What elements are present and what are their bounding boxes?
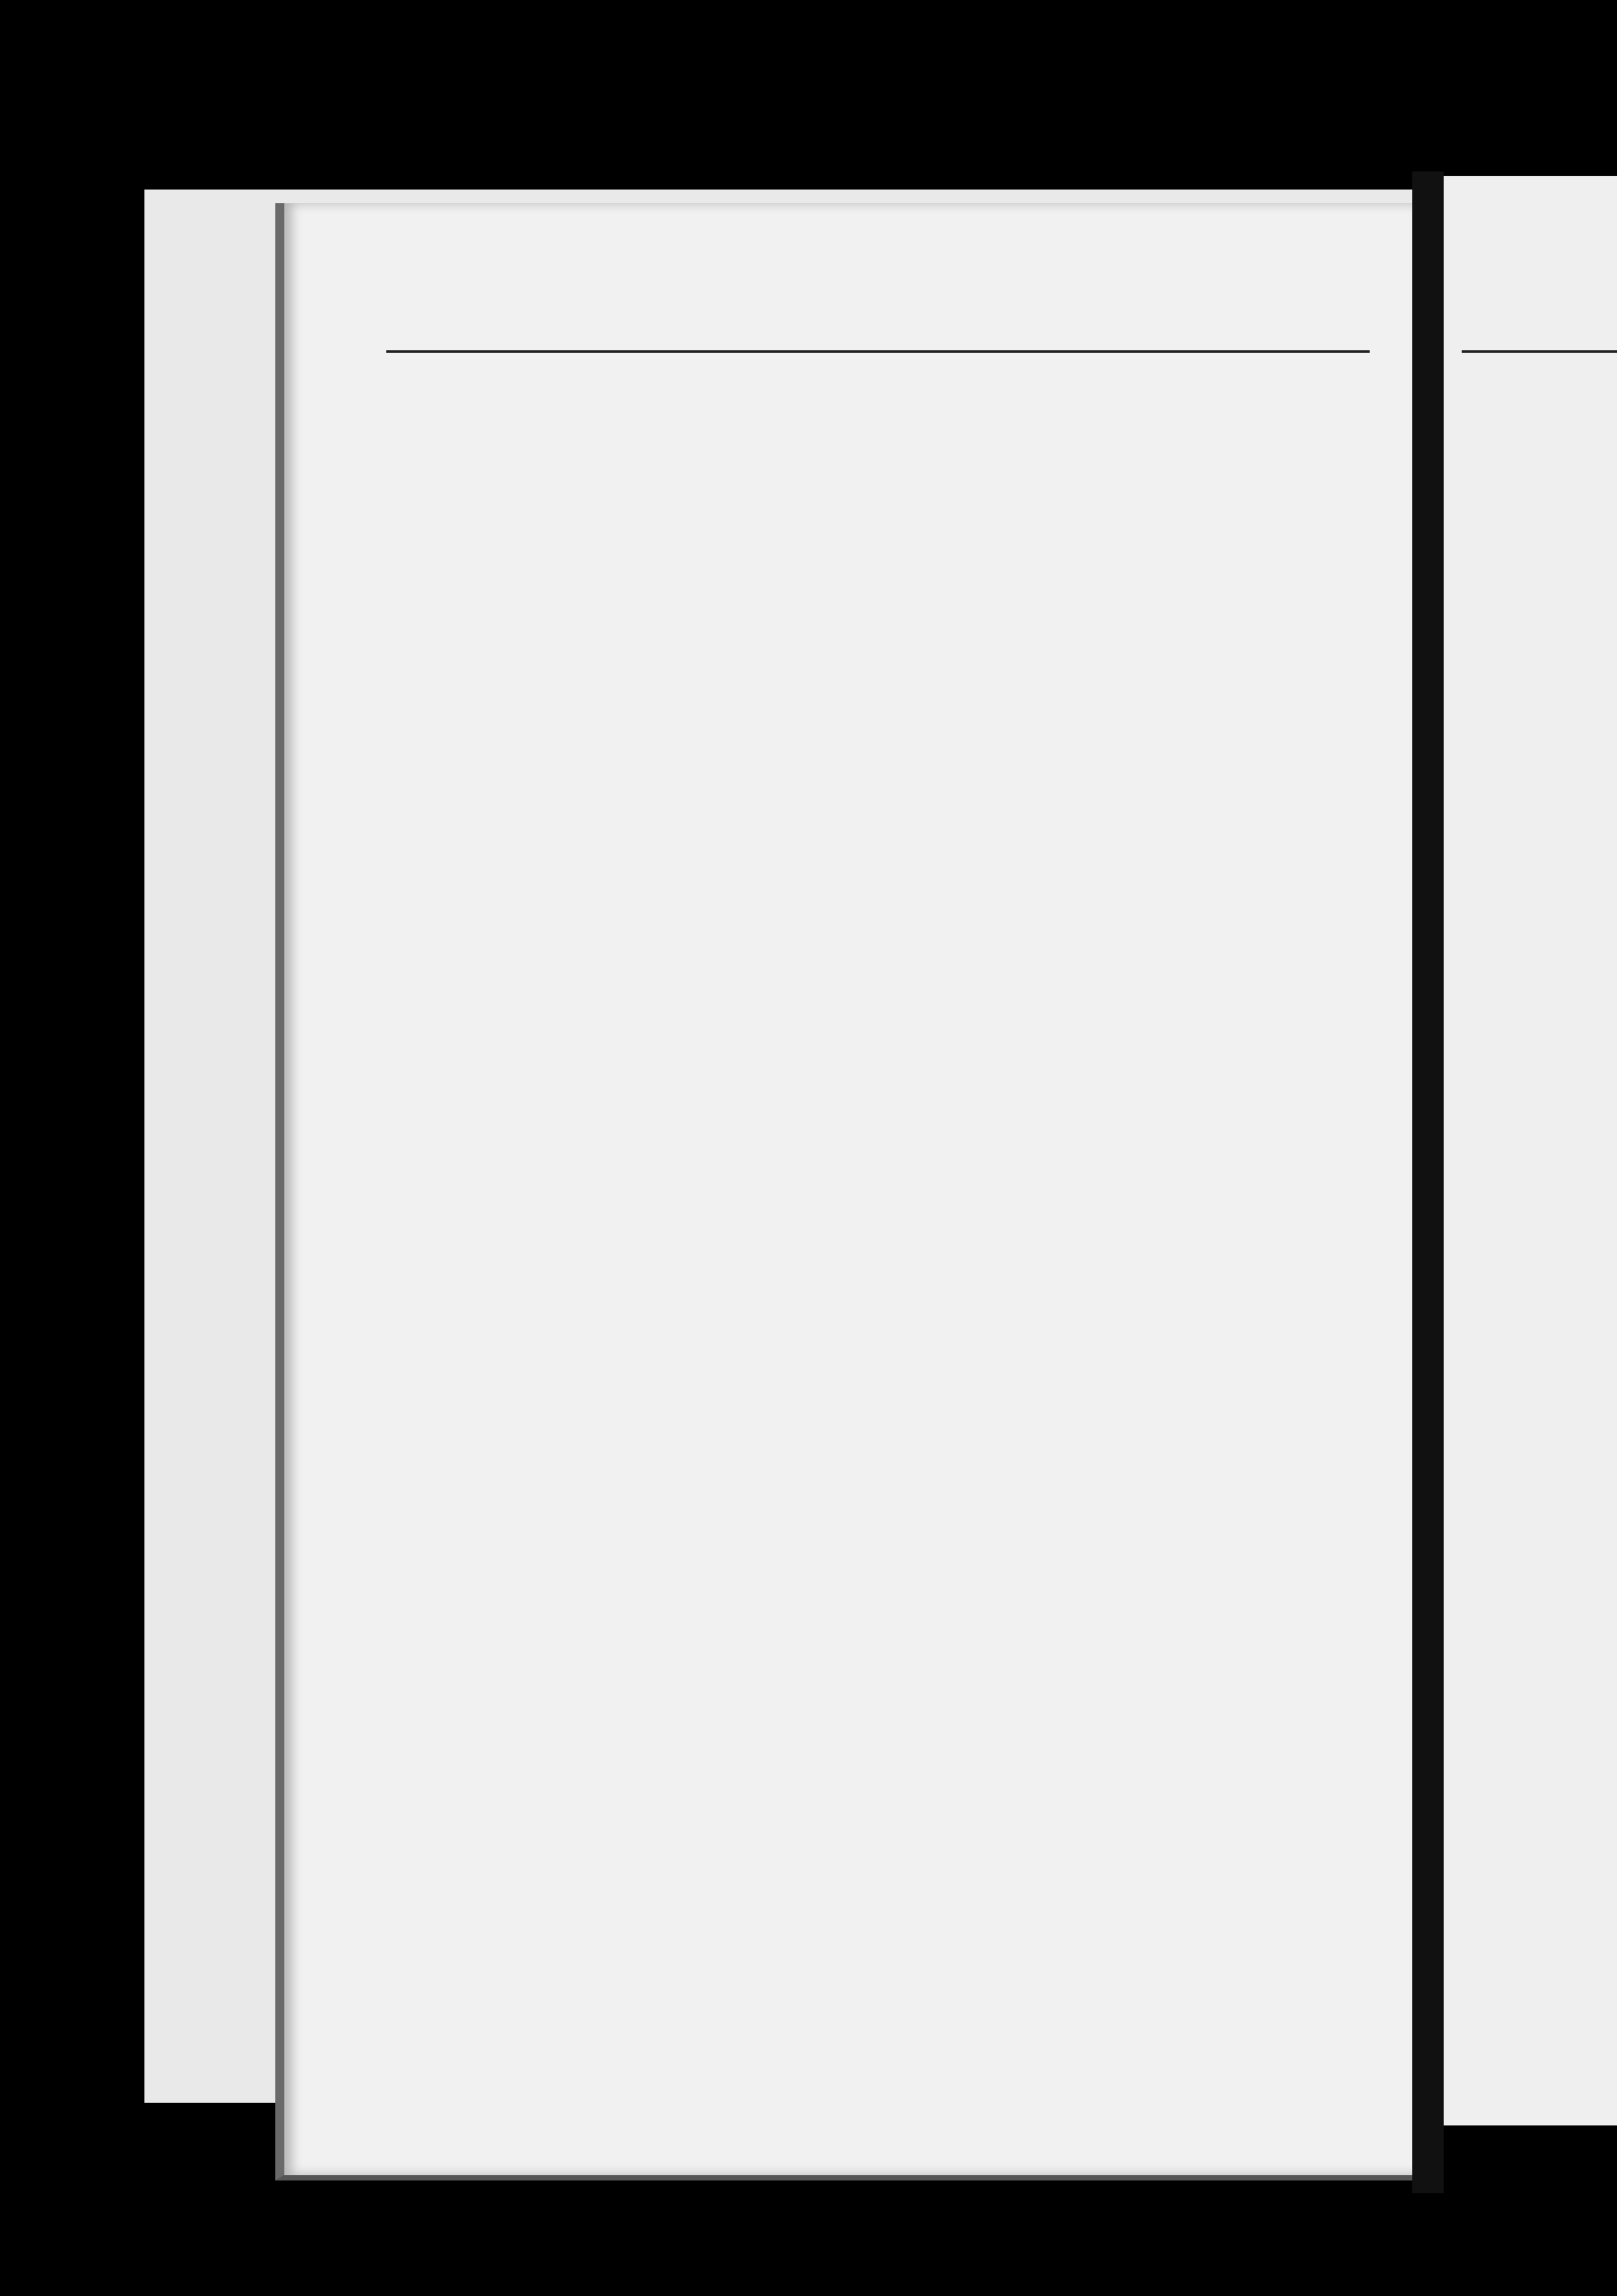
- right-header-rule: [1462, 350, 1617, 353]
- sunday-school-table: [395, 1652, 1379, 2049]
- nominating-laymen: [386, 756, 1379, 784]
- nominating-ministers: [386, 663, 1379, 691]
- right-page: [1444, 176, 1617, 2125]
- stationing-text: [386, 925, 1379, 953]
- header-rule: [386, 350, 1370, 353]
- epworth-table: [395, 1164, 1379, 1561]
- book-gutter: [1412, 171, 1444, 2193]
- page-header: [386, 271, 1370, 316]
